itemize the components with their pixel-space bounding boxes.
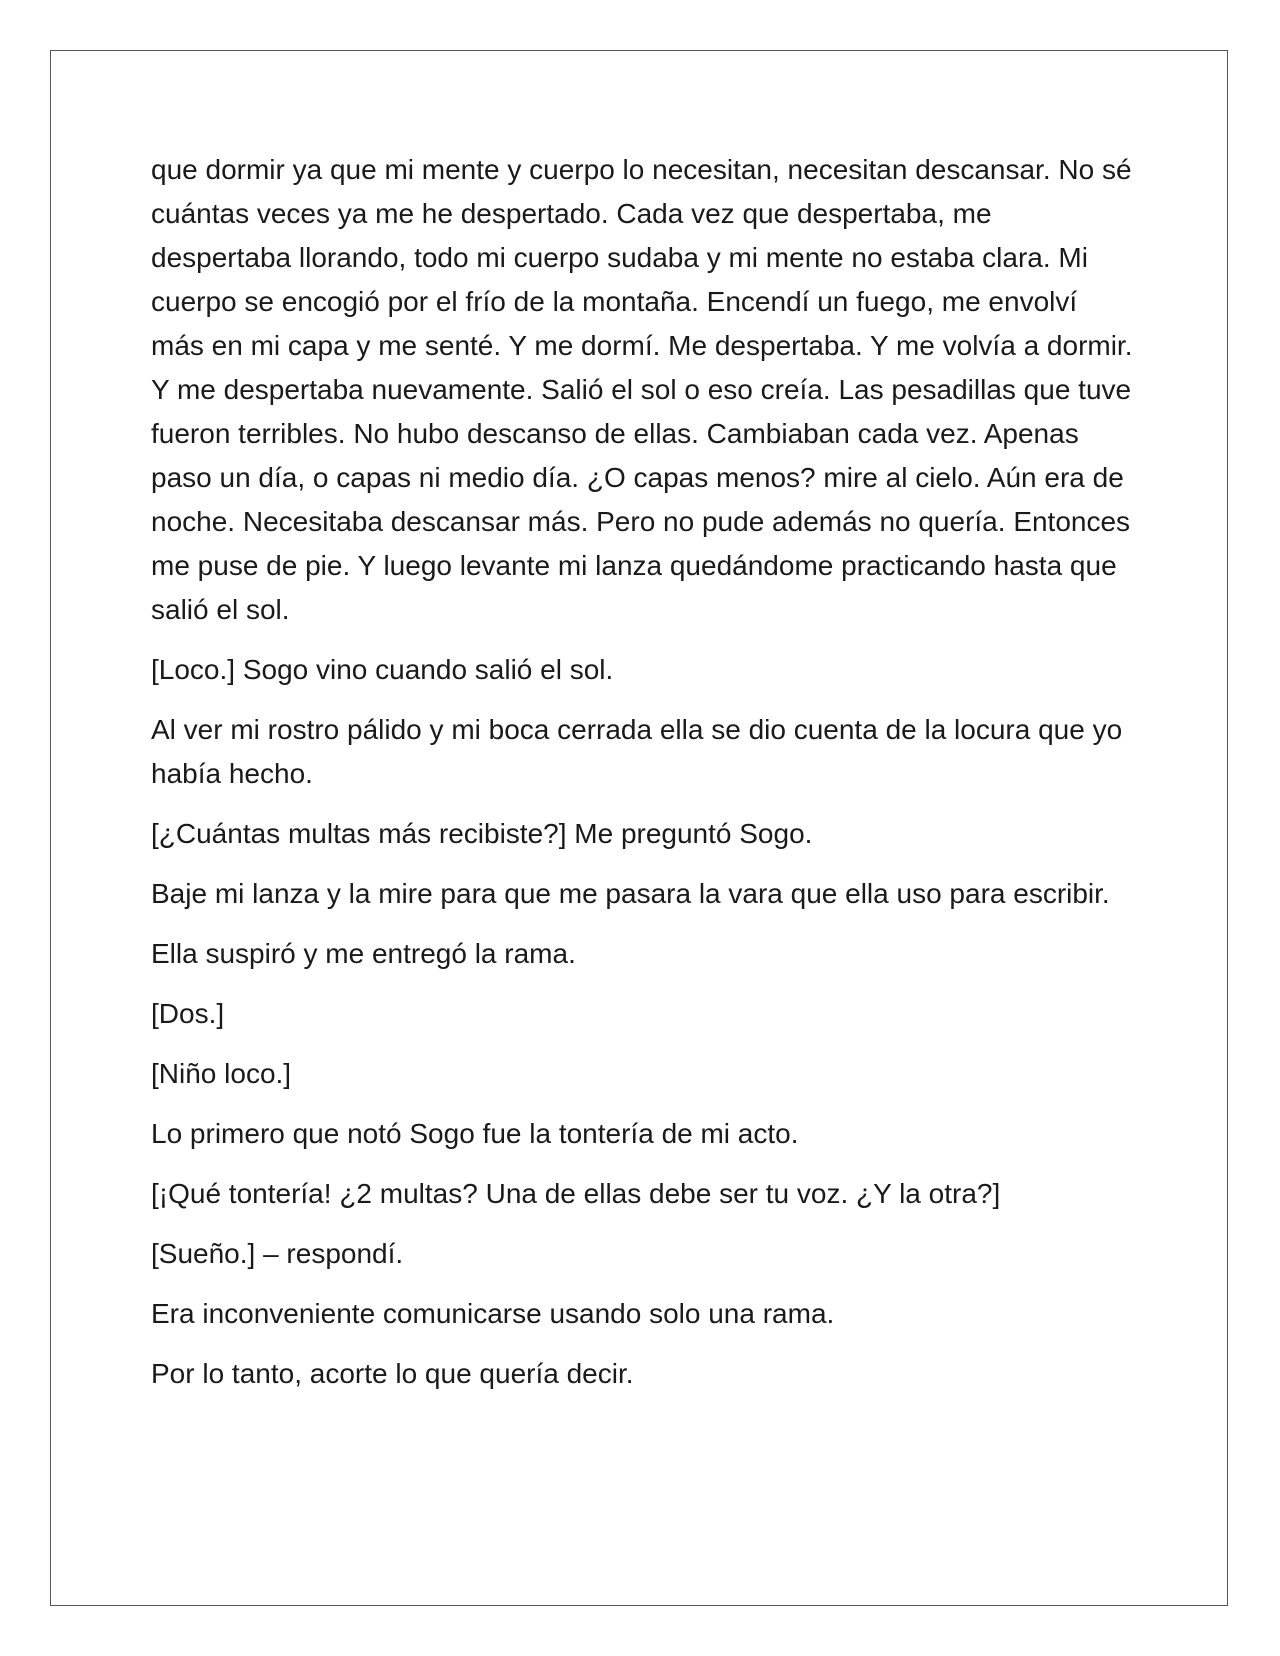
paragraph: [Niño loco.]	[151, 1058, 292, 1089]
paragraph: Por lo tanto, acorte lo que quería decir.	[151, 1358, 634, 1389]
paragraph: Ella suspiró y me entregó la rama.	[151, 938, 576, 969]
paragraph: [Dos.]	[151, 998, 225, 1029]
paragraph: [Sueño.] – respondí.	[151, 1238, 404, 1269]
paragraph: Lo primero que notó Sogo fue la tontería de mi acto.	[151, 1118, 799, 1149]
paragraph: [¿Cuántas multas más recibiste?] Me preguntó Sogo.	[151, 818, 813, 849]
paragraph: Baje mi lanza y la mire para que me pasara la vara que ella uso para escribir.	[151, 878, 1110, 909]
document-body	[151, 148, 1136, 1412]
paragraph: Era inconveniente comunicarse usando solo una rama.	[151, 1298, 835, 1329]
paragraph: que dormir ya que mi mente y cuerpo lo necesitan, necesitan descansar. No sé cuántas veces ya me he despertado. Cada vez que despertaba, me despertaba llorando, todo mi cuerpo sudaba y mi mente no estaba clara. Mi cuerpo se encogió por el frío de la montaña. Encendí un fuego, me envolví más en mi capa y me senté. Y me dormí. Me despertaba. Y me volvía a dormir. Y me despertaba nuevamente. Salió el sol o eso creía. Las pesadillas que tuve fueron terribles. No hubo descanso de ellas. Cambiaban cada vez. Apenas paso un día, o capas ni medio día. ¿O capas menos? mire al cielo. Aún era de noche. Necesitaba descansar más. Pero no pude además no quería. Entonces me puse de pie. Y luego levante mi lanza quedándome practicando hasta que salió el sol.	[151, 154, 1133, 625]
paragraph: Al ver mi rostro pálido y mi boca cerrada ella se dio cuenta de la locura que yo había hecho.	[151, 714, 1123, 789]
paragraph: [¡Qué tontería! ¿2 multas? Una de ellas debe ser tu voz. ¿Y la otra?]	[151, 1178, 1001, 1209]
paragraph: [Loco.] Sogo vino cuando salió el sol.	[151, 654, 614, 685]
